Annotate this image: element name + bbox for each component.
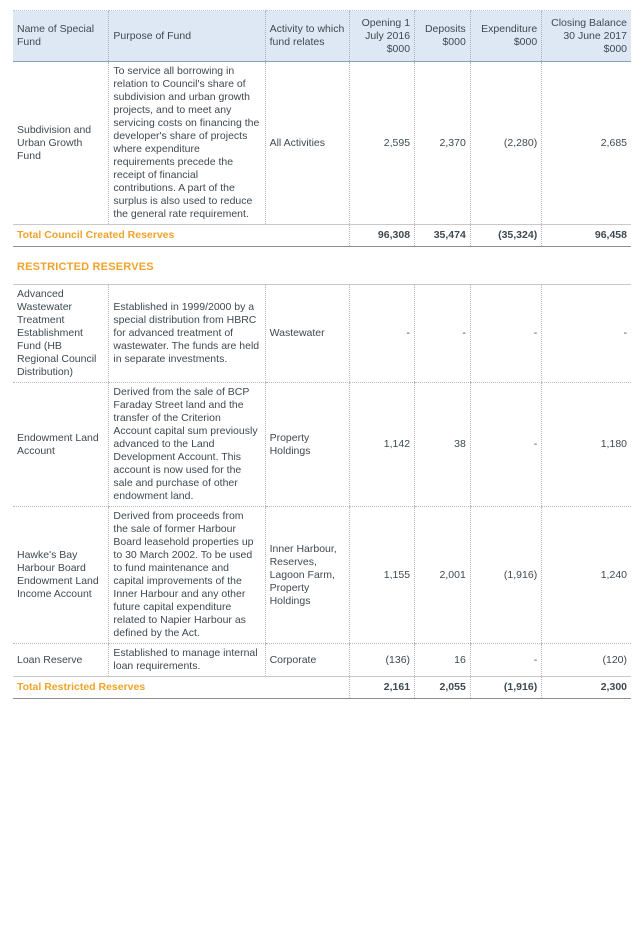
fund-closing: 2,685 bbox=[542, 62, 631, 225]
fund-expenditure: - bbox=[470, 644, 541, 677]
fund-purpose: Derived from proceeds from the sale of former Harbour Board leasehold properties up to 30 March 2002. To be used to fund maintenance and capital improvements of the Inner Harbour and any other future capital expenditure related to Napier Harbour as defined by the Act. bbox=[109, 507, 265, 644]
restricted-total-label: Total Restricted Reserves bbox=[13, 677, 350, 699]
fund-deposits: 2,370 bbox=[415, 62, 471, 225]
fund-activity: All Activities bbox=[265, 62, 350, 225]
council-total-opening: 96,308 bbox=[350, 225, 415, 247]
fund-activity: Inner Harbour, Reserves, Lagoon Farm, Property Holdings bbox=[265, 507, 350, 644]
header-opening: Opening 1 July 2016 $000 bbox=[350, 11, 415, 62]
fund-name: Subdivision and Urban Growth Fund bbox=[13, 62, 109, 225]
fund-activity: Property Holdings bbox=[265, 383, 350, 507]
fund-opening: 1,142 bbox=[350, 383, 415, 507]
fund-purpose: Established to manage internal loan requirements. bbox=[109, 644, 265, 677]
table-row bbox=[13, 644, 631, 677]
fund-opening: (136) bbox=[350, 644, 415, 677]
header-name: Name of Special Fund bbox=[13, 11, 109, 62]
fund-expenditure: - bbox=[470, 285, 541, 383]
fund-deposits: - bbox=[415, 285, 471, 383]
fund-closing: - bbox=[542, 285, 631, 383]
restricted-total-opening: 2,161 bbox=[350, 677, 415, 699]
fund-name: Loan Reserve bbox=[13, 644, 109, 677]
special-funds-table-container bbox=[13, 10, 631, 699]
fund-opening: - bbox=[350, 285, 415, 383]
fund-closing: (120) bbox=[542, 644, 631, 677]
fund-name: Advanced Wastewater Treatment Establishment Fund (HB Regional Council Distribution) bbox=[13, 285, 109, 383]
council-total-deposits: 35,474 bbox=[415, 225, 471, 247]
table-header-row bbox=[13, 11, 631, 62]
fund-expenditure: (2,280) bbox=[470, 62, 541, 225]
special-funds-table bbox=[13, 10, 631, 699]
table-row bbox=[13, 383, 631, 507]
table-row bbox=[13, 62, 631, 225]
restricted-total-expenditure: (1,916) bbox=[470, 677, 541, 699]
header-closing: Closing Balance 30 June 2017 $000 bbox=[542, 11, 631, 62]
header-expenditure: Expenditure $000 bbox=[470, 11, 541, 62]
table-row bbox=[13, 507, 631, 644]
fund-closing: 1,180 bbox=[542, 383, 631, 507]
table-row bbox=[13, 285, 631, 383]
restricted-total-deposits: 2,055 bbox=[415, 677, 471, 699]
restricted-total-closing: 2,300 bbox=[542, 677, 631, 699]
fund-name: Endowment Land Account bbox=[13, 383, 109, 507]
restricted-section-row bbox=[13, 247, 631, 285]
fund-purpose: Established in 1999/2000 by a special distribution from HBRC for advanced treatment of wastewater. The funds are held in separate investments. bbox=[109, 285, 265, 383]
fund-deposits: 2,001 bbox=[415, 507, 471, 644]
restricted-reserves-heading: RESTRICTED RESERVES bbox=[17, 261, 154, 273]
fund-opening: 1,155 bbox=[350, 507, 415, 644]
header-activity: Activity to which fund relates bbox=[265, 11, 350, 62]
fund-expenditure: - bbox=[470, 383, 541, 507]
fund-expenditure: (1,916) bbox=[470, 507, 541, 644]
fund-purpose: Derived from the sale of BCP Faraday Street land and the transfer of the Criterion Account capital sum previously advanced to the Land Development Account. This account is now used for the sale and purchase of other endowment land. bbox=[109, 383, 265, 507]
fund-deposits: 16 bbox=[415, 644, 471, 677]
fund-activity: Wastewater bbox=[265, 285, 350, 383]
restricted-total-row bbox=[13, 677, 631, 699]
fund-opening: 2,595 bbox=[350, 62, 415, 225]
fund-deposits: 38 bbox=[415, 383, 471, 507]
fund-activity: Corporate bbox=[265, 644, 350, 677]
header-deposits: Deposits $000 bbox=[415, 11, 471, 62]
council-total-row bbox=[13, 225, 631, 247]
council-total-closing: 96,458 bbox=[542, 225, 631, 247]
fund-purpose: To service all borrowing in relation to Council's share of subdivision and urban growth projects, and to meet any servicing costs on financing the developer's share of projects where expenditure requirements precede the receipt of financial contributions. A part of the surplus is also used to reduce the general rate requirement. bbox=[109, 62, 265, 225]
council-total-label: Total Council Created Reserves bbox=[13, 225, 350, 247]
fund-name: Hawke's Bay Harbour Board Endowment Land Income Account bbox=[13, 507, 109, 644]
council-total-expenditure: (35,324) bbox=[470, 225, 541, 247]
fund-closing: 1,240 bbox=[542, 507, 631, 644]
header-purpose: Purpose of Fund bbox=[109, 11, 265, 62]
